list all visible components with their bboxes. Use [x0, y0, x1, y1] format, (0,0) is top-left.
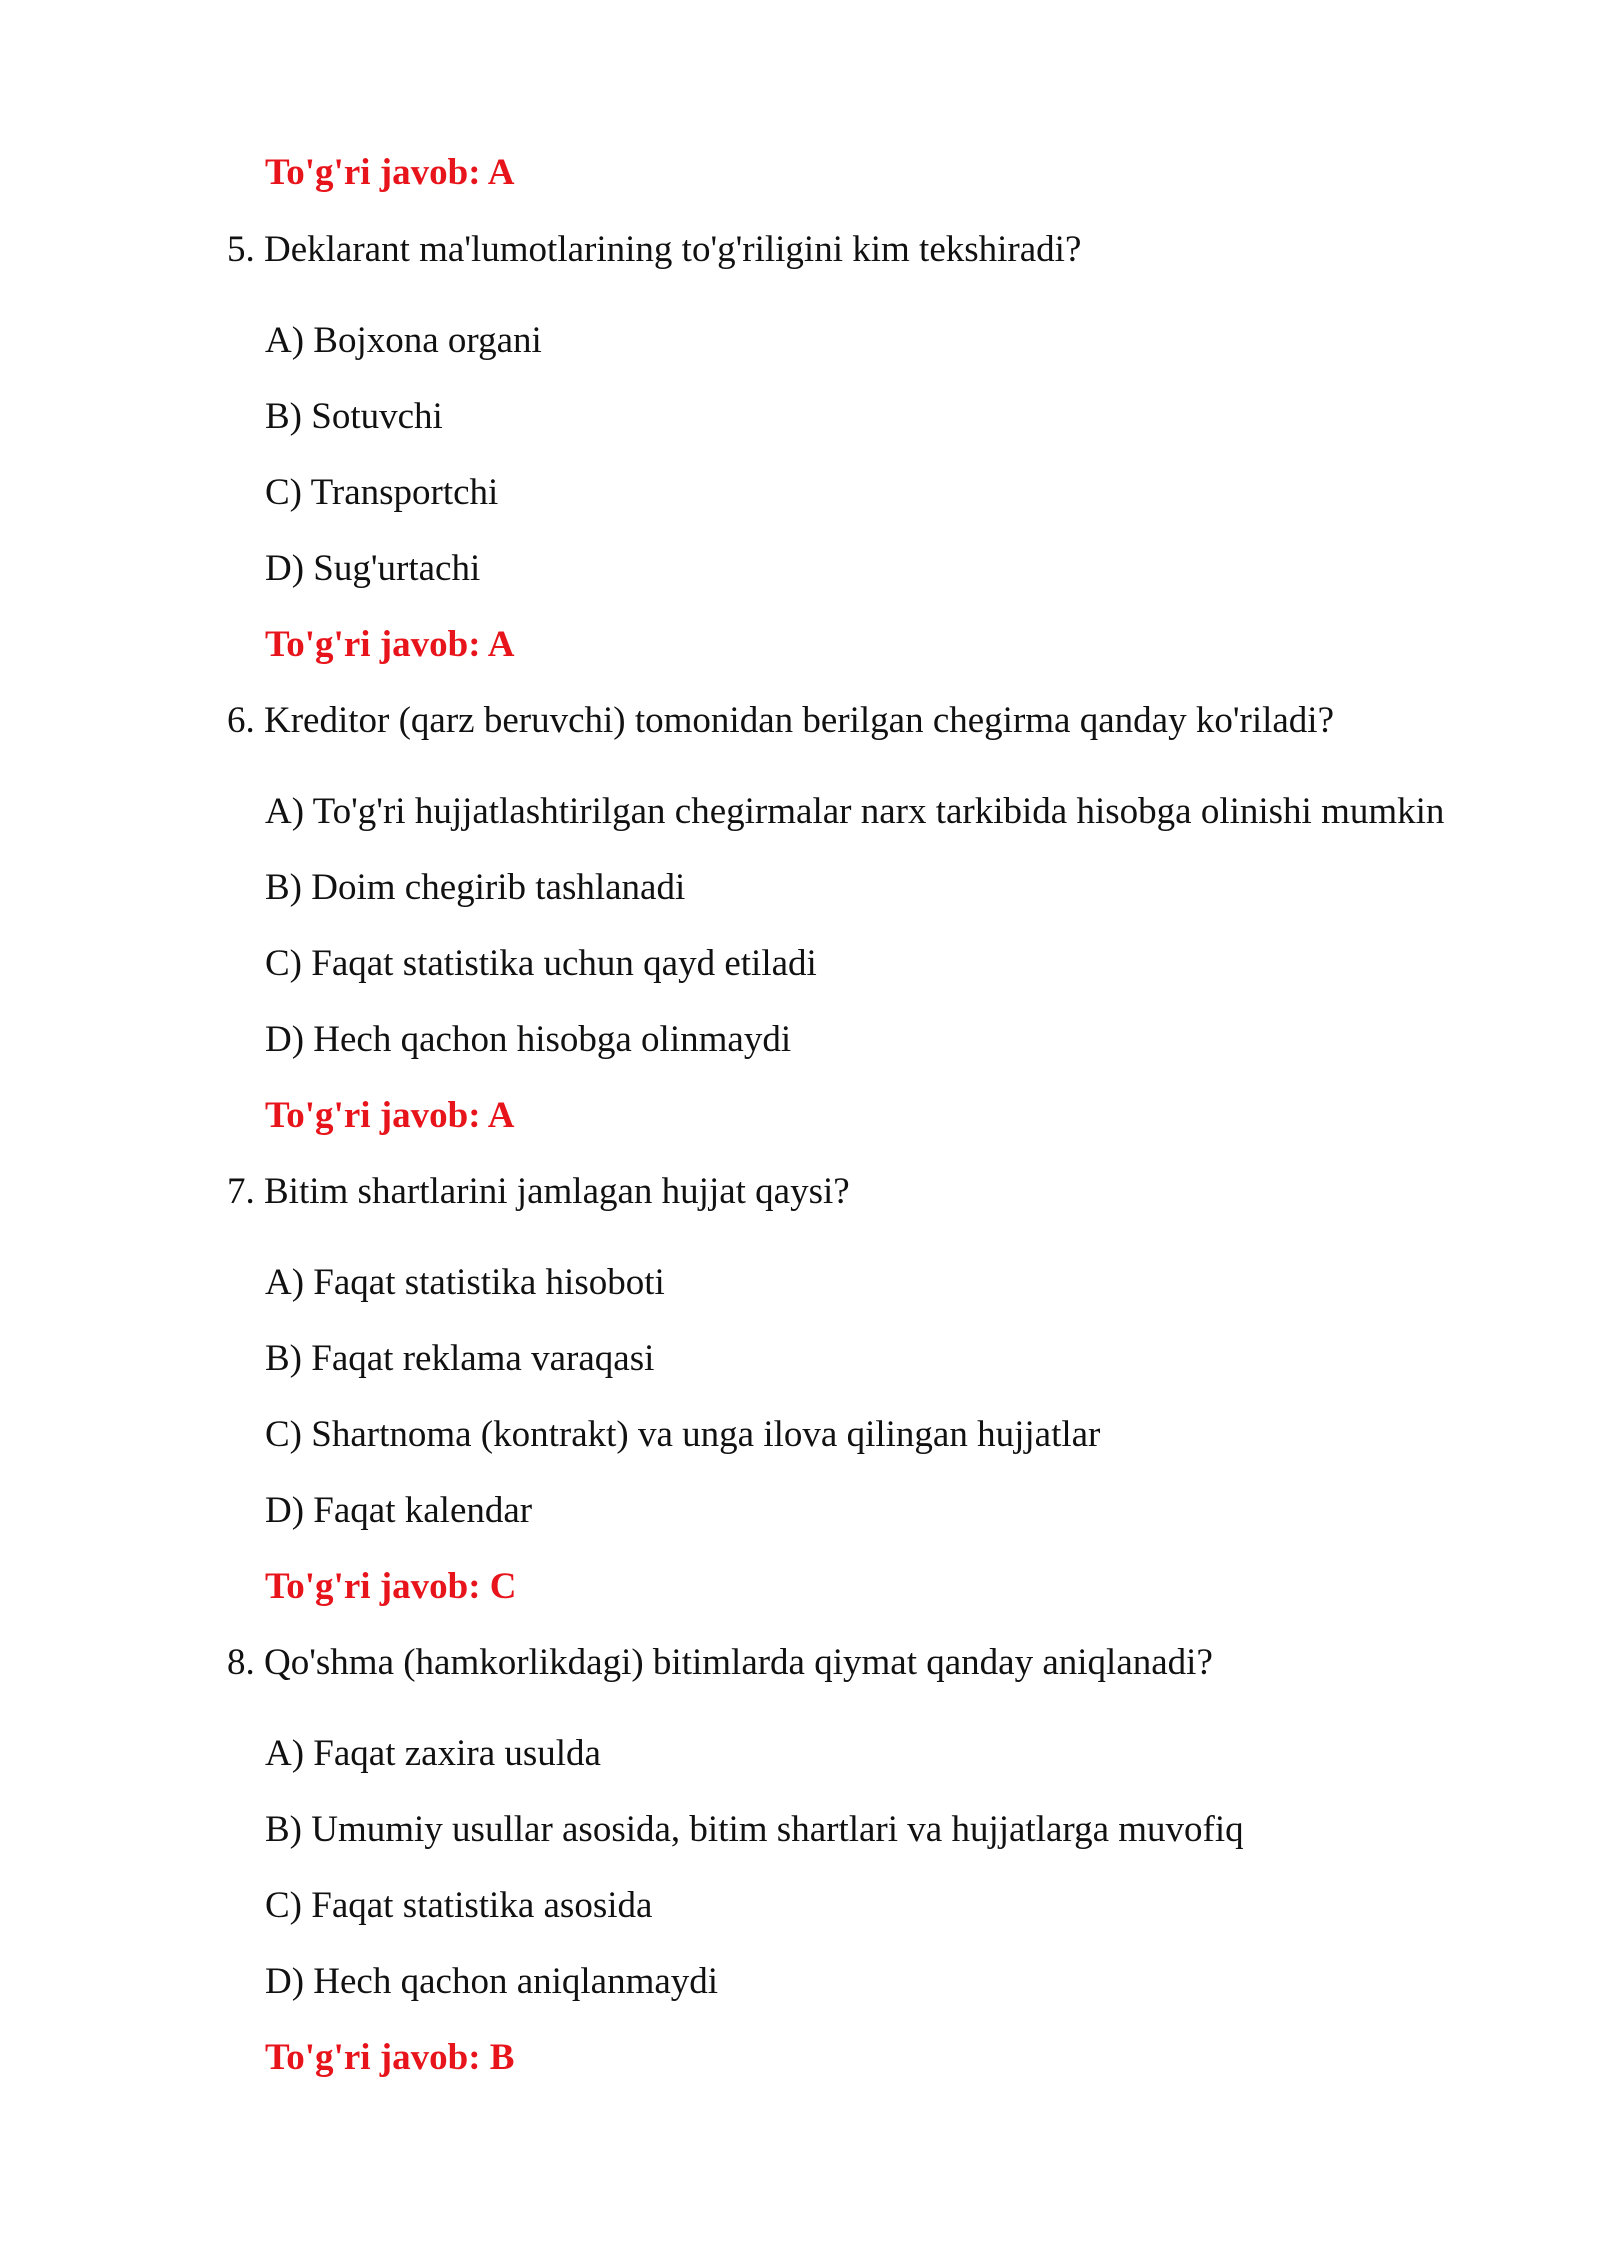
option-c: C) Faqat statistika uchun qayd etiladi: [265, 943, 817, 984]
option-a: A) To'g'ri hujjatlashtirilgan chegirmalar narx tarkibida hisobga olinishi mumkin: [265, 791, 1445, 832]
option-d: D) Faqat kalendar: [265, 1490, 533, 1531]
question-6: 6. Kreditor (qarz beruvchi) tomonidan berilgan chegirma qanday ko'riladi?: [227, 700, 1335, 741]
option-a: A) Faqat zaxira usulda: [265, 1733, 601, 1774]
option-a: A) Bojxona organi: [265, 320, 542, 361]
question-7: 7. Bitim shartlarini jamlagan hujjat qaysi?: [227, 1171, 850, 1212]
answer-line: To'g'ri javob: A: [265, 152, 515, 193]
answer-line: To'g'ri javob: B: [265, 2037, 515, 2078]
question-5: 5. Deklarant ma'lumotlarining to'g'riligini kim tekshiradi?: [227, 229, 1082, 270]
option-c: C) Faqat statistika asosida: [265, 1885, 653, 1926]
option-c: C) Transportchi: [265, 472, 499, 513]
option-c: C) Shartnoma (kontrakt) va unga ilova qilingan hujjatlar: [265, 1414, 1101, 1455]
option-b: B) Umumiy usullar asosida, bitim shartlari va hujjatlarga muvofiq: [265, 1809, 1244, 1850]
option-d: D) Hech qachon hisobga olinmaydi: [265, 1019, 792, 1060]
option-d: D) Hech qachon aniqlanmaydi: [265, 1961, 719, 2002]
option-b: B) Faqat reklama varaqasi: [265, 1338, 655, 1379]
answer-line: To'g'ri javob: A: [265, 624, 515, 665]
option-d: D) Sug'urtachi: [265, 548, 481, 589]
answer-line: To'g'ri javob: A: [265, 1095, 515, 1136]
answer-line: To'g'ri javob: C: [265, 1566, 517, 1607]
option-b: B) Doim chegirib tashlanadi: [265, 867, 686, 908]
option-a: A) Faqat statistika hisoboti: [265, 1262, 665, 1303]
question-8: 8. Qo'shma (hamkorlikdagi) bitimlarda qiymat qanday aniqlanadi?: [227, 1642, 1213, 1683]
option-b: B) Sotuvchi: [265, 396, 443, 437]
